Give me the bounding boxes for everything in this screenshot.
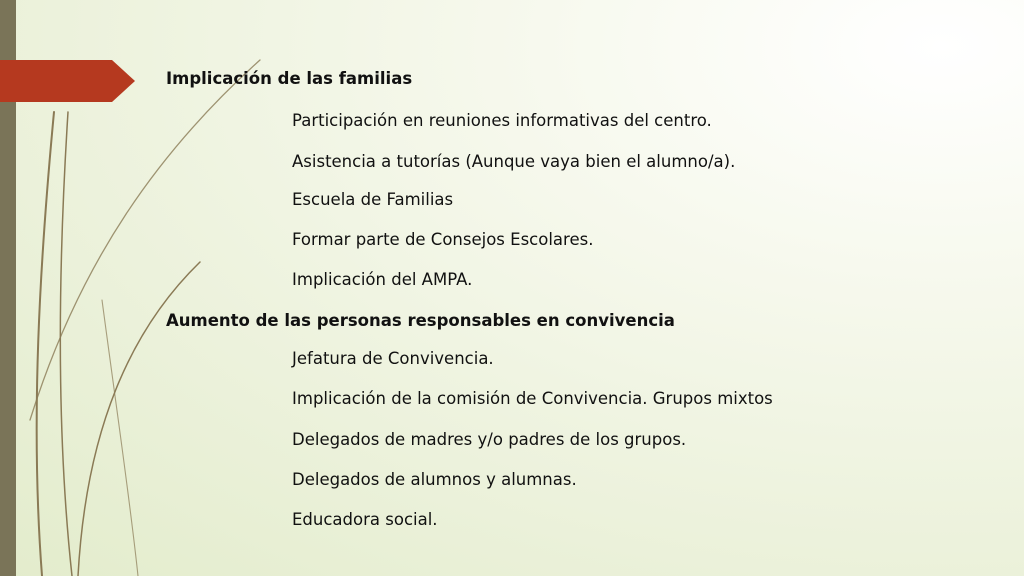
list-item: Jefatura de Convivencia. <box>292 349 494 368</box>
list-item: Participación en reuniones informativas del centro. <box>292 111 712 130</box>
list-item: Implicación de la comisión de Convivencia. Grupos mixtos <box>292 389 773 408</box>
stem-4 <box>78 262 200 576</box>
list-item: Implicación del AMPA. <box>292 270 473 289</box>
list-item: Formar parte de Consejos Escolares. <box>292 230 594 249</box>
stem-3 <box>30 60 260 420</box>
list-item: Escuela de Familias <box>292 190 454 209</box>
stem-1 <box>37 112 54 576</box>
accent-arrow <box>0 60 135 102</box>
list-item: Delegados de madres y/o padres de los grupos. <box>292 430 687 449</box>
section-heading-familias: Implicación de las familias <box>166 69 413 88</box>
stem-5 <box>102 300 138 576</box>
list-item: Delegados de alumnos y alumnas. <box>292 470 577 489</box>
section-heading-convivencia: Aumento de las personas responsables en convivencia <box>166 311 675 330</box>
stem-2 <box>60 112 72 576</box>
list-item: Asistencia a tutorías (Aunque vaya bien el alumno/a). <box>292 152 736 171</box>
list-item: Educadora social. <box>292 510 438 529</box>
